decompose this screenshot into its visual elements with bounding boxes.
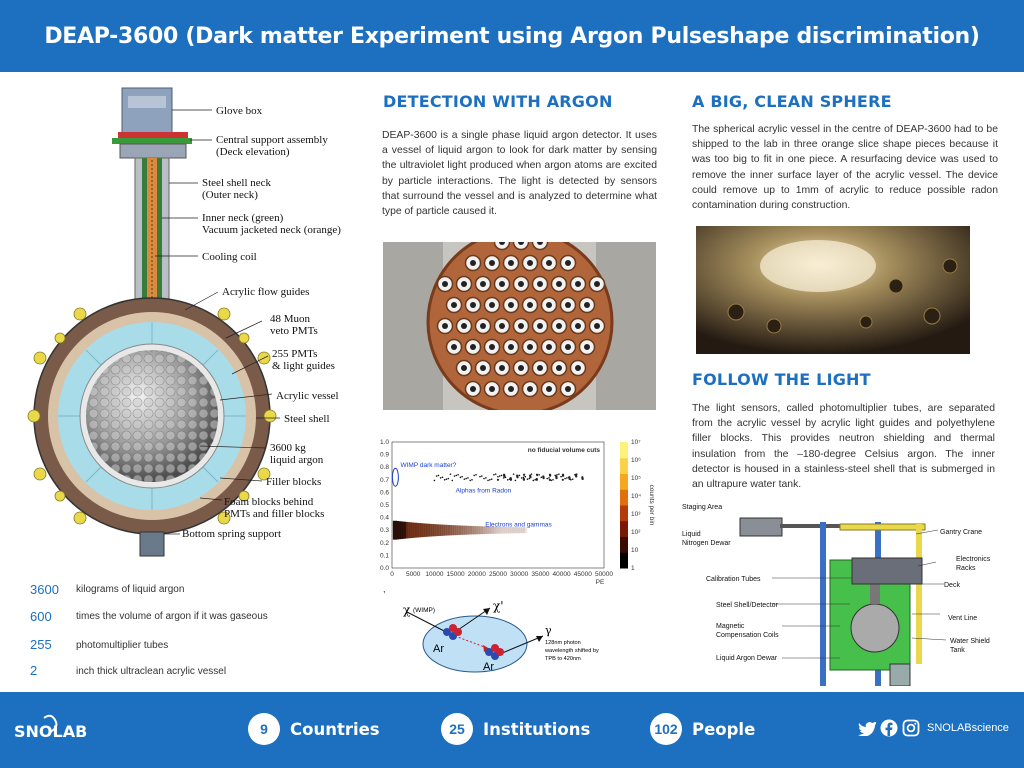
alpha-point <box>455 475 457 477</box>
alpha-point <box>454 475 456 477</box>
label-3600kg: 3600 kg <box>270 442 306 454</box>
pmt-center <box>480 281 486 287</box>
y-tick-label: 0.7 <box>379 476 389 484</box>
alpha-point <box>552 479 554 481</box>
alpha-point <box>560 476 562 478</box>
page-title: DEAP-3600 (Dark matter Experiment using Argon Pulseshape discrimination) <box>44 23 980 49</box>
twitter-icon[interactable] <box>858 720 876 736</box>
y-tick-label: 0.2 <box>379 539 389 547</box>
alpha-point <box>460 476 462 478</box>
pmt-center <box>499 365 505 371</box>
colorbar-segment <box>620 489 628 505</box>
alpha-point <box>467 477 469 479</box>
pmt-center <box>575 323 581 329</box>
label-vacuum-neck: Vacuum jacketed neck (orange) <box>202 224 341 236</box>
instagram-icon[interactable] <box>902 719 920 737</box>
colorbar-tick-label: 10² <box>631 529 641 536</box>
colorbar-tick-label: 1 <box>631 565 635 572</box>
label-muon-pmts: 48 Muon <box>270 313 311 325</box>
pmt-center <box>575 365 581 371</box>
y-tick-label: 0.0 <box>379 565 389 572</box>
alpha-point <box>533 480 535 482</box>
pmt-center <box>527 260 533 266</box>
alpha-point <box>446 478 448 480</box>
pmt-array-photo <box>383 242 656 410</box>
lab-label: Electronics <box>956 556 991 563</box>
alpha-point <box>555 475 557 477</box>
social-links <box>858 719 1009 737</box>
alpha-point <box>464 478 466 480</box>
lab-label: Gantry Crane <box>940 529 983 536</box>
alpha-point <box>566 477 568 479</box>
alpha-point <box>491 478 493 480</box>
x-tick-label: 25000 <box>488 571 508 578</box>
stat-text: times the volume of argon if it was gaseous <box>76 611 268 622</box>
colorbar-segment <box>620 505 628 521</box>
alpha-point <box>447 478 449 480</box>
label-filler-blocks: Filler blocks <box>266 476 322 488</box>
pmt-center <box>565 344 571 350</box>
alpha-point <box>536 474 538 476</box>
gamma-label: γ <box>545 624 552 637</box>
colorbar-tick-label: 10⁵ <box>631 475 641 482</box>
alpha-point <box>507 479 509 481</box>
pmt-center <box>546 386 552 392</box>
x-tick-label: 20000 <box>467 571 486 578</box>
alpha-point <box>562 479 564 481</box>
pmt-center <box>442 281 448 287</box>
stat-number: 600 <box>30 609 52 624</box>
chart-footnote: , <box>383 584 386 594</box>
colorbar-segment <box>620 552 628 568</box>
alpha-point <box>465 478 467 480</box>
alpha-point <box>575 474 577 476</box>
alpha-point <box>442 476 444 478</box>
pmt-center <box>480 323 486 329</box>
alpha-point <box>549 474 551 476</box>
pmt-center <box>470 344 476 350</box>
colorbar-tick-label: 10³ <box>631 511 641 518</box>
x-axis-label: PE <box>595 579 605 586</box>
pmt-center <box>508 302 514 308</box>
people-label: People <box>692 719 756 739</box>
colorbar-tick-label: 10⁴ <box>631 493 642 500</box>
people-stat <box>650 713 755 745</box>
institutions-stat <box>441 713 590 745</box>
alpha-point <box>549 479 551 481</box>
lab-label: Vent Line <box>948 615 978 622</box>
x-tick-label: 10000 <box>425 571 444 578</box>
pmt-center <box>470 302 476 308</box>
wimp-scatter-diagram <box>395 594 635 682</box>
pmt-center <box>565 302 571 308</box>
sphere-heading: A BIG, CLEAN SPHERE <box>692 92 892 111</box>
alpha-point <box>524 476 526 478</box>
countries-label: Countries <box>290 719 380 739</box>
alpha-point <box>581 476 583 478</box>
alpha-point <box>483 478 485 480</box>
lab-label: Tank <box>950 647 965 654</box>
colorbar-tick-label: 10⁷ <box>631 439 641 446</box>
label-steel-shell-neck: Steel shell neck <box>202 177 272 189</box>
pmt-center <box>518 323 524 329</box>
alpha-point <box>568 476 570 478</box>
lab-label: Liquid <box>682 531 701 538</box>
alpha-point <box>538 474 540 476</box>
pmt-center <box>546 302 552 308</box>
alpha-point <box>542 475 544 477</box>
pmt-center <box>451 302 457 308</box>
pmt-center <box>489 344 495 350</box>
pmt-center <box>594 323 600 329</box>
pmt-center <box>461 365 467 371</box>
label-bottom-spring: Bottom spring support <box>182 528 282 540</box>
detection-paragraph: DEAP-3600 is a single phase liquid argon detector. It uses a vessel of liquid argon to look for dark matter by sensing the ultraviolet light produced when argon atoms are excited by particle interactions. The light is detected by sensors that surround the vessel and is analyzed to determine what type of particle caused it. <box>382 130 657 218</box>
alpha-point <box>536 478 538 480</box>
pmt-center <box>584 302 590 308</box>
pmt-center <box>451 344 457 350</box>
countries-count: 9 <box>248 713 280 745</box>
pmt-center <box>508 344 514 350</box>
label-foam-blocks: Foam blocks behind <box>224 496 314 508</box>
label-outer-neck: (Outer neck) <box>202 189 258 201</box>
photon-note: wavelength shifted by <box>545 648 599 654</box>
y-tick-label: 0.5 <box>379 502 389 509</box>
alpha-point <box>556 474 558 476</box>
alpha-point <box>564 478 566 480</box>
lab-label: Staging Area <box>682 504 723 511</box>
lab-label: Magnetic <box>716 623 745 630</box>
alpha-point <box>497 479 499 481</box>
y-tick-label: 0.6 <box>379 489 389 497</box>
pmt-center <box>508 260 514 266</box>
label-glove-box: Glove box <box>216 105 263 117</box>
alpha-point <box>475 474 477 476</box>
light-heading: FOLLOW THE LIGHT <box>692 370 871 389</box>
x-tick-label: 50000 <box>594 571 614 578</box>
argon-label: Ar <box>483 661 494 673</box>
alpha-point <box>434 480 436 482</box>
alpha-point <box>572 478 574 480</box>
colorbar-label: counts per bin <box>648 484 655 526</box>
alpha-point <box>562 474 564 476</box>
facebook-icon[interactable] <box>880 719 898 737</box>
alpha-point <box>523 476 525 478</box>
label-acrylic-vessel: Acrylic vessel <box>276 390 339 402</box>
x-tick-label: 45000 <box>573 571 592 578</box>
pmt-center <box>489 260 495 266</box>
label-light-guides: & light guides <box>272 360 335 372</box>
pmt-center <box>480 365 486 371</box>
label-inner-neck: Inner neck (green) <box>202 212 284 224</box>
colorbar-segment <box>620 458 628 474</box>
label-cooling-coil: Cooling coil <box>202 251 257 263</box>
colorbar-tick-label: 10 <box>631 547 639 554</box>
pmt-center <box>546 344 552 350</box>
alpha-point <box>513 473 515 475</box>
alpha-point <box>541 476 543 478</box>
label-acrylic-flow-guides: Acrylic flow guides <box>222 286 310 298</box>
x-tick-label: 35000 <box>531 571 550 578</box>
pmt-center <box>470 260 476 266</box>
alpha-point <box>515 480 517 482</box>
y-tick-label: 0.9 <box>379 451 389 459</box>
alpha-point <box>523 474 525 476</box>
alpha-point <box>529 475 531 477</box>
label-steel-shell: Steel shell <box>284 413 330 425</box>
alpha-point <box>523 478 525 480</box>
stat-text: kilograms of liquid argon <box>76 584 185 595</box>
alpha-point <box>485 477 487 479</box>
lab-label: Racks <box>956 565 976 572</box>
social-handle[interactable]: SNOLABscience <box>927 722 1009 734</box>
label-deck-elevation: (Deck elevation) <box>216 146 290 158</box>
annotation-alphas: Alphas from Radon <box>455 487 512 495</box>
pmt-center <box>518 281 524 287</box>
wimp-label: (WIMP) <box>413 607 436 614</box>
y-tick-label: 0.1 <box>379 552 389 560</box>
alpha-point <box>444 479 446 481</box>
alpha-point <box>503 474 505 476</box>
stat-text: photomultiplier tubes <box>76 640 169 651</box>
x-tick-label: 0 <box>390 571 394 578</box>
alpha-point <box>479 476 481 478</box>
lab-label: Compensation Coils <box>716 632 779 639</box>
pmt-center <box>537 365 543 371</box>
pmt-center <box>565 386 571 392</box>
snolab-logo <box>14 712 88 748</box>
institutions-label: Institutions <box>483 719 591 739</box>
photon-note: TPB to 420nm <box>545 656 581 662</box>
pmt-center <box>489 302 495 308</box>
alpha-point <box>451 480 453 482</box>
alpha-point <box>548 477 550 479</box>
pmt-center <box>527 302 533 308</box>
pmt-center <box>546 260 552 266</box>
pmt-center <box>527 344 533 350</box>
pmt-center <box>518 365 524 371</box>
pmt-center <box>508 386 514 392</box>
pmt-center <box>584 344 590 350</box>
y-tick-label: 0.8 <box>379 464 389 472</box>
alpha-point <box>516 475 518 477</box>
x-tick-label: 40000 <box>552 571 571 578</box>
alpha-point <box>493 474 495 476</box>
pmt-center <box>499 281 505 287</box>
y-tick-label: 0.4 <box>379 514 389 522</box>
alpha-point <box>450 473 452 475</box>
pmt-center <box>537 323 543 329</box>
label-pmts-filler: PMTs and filler blocks <box>224 508 325 520</box>
pmt-center <box>461 323 467 329</box>
pmt-center <box>565 260 571 266</box>
label-veto-pmts: veto PMTs <box>270 325 318 337</box>
stat-number: 255 <box>30 637 52 652</box>
logo-text: SNOLAB <box>14 722 88 741</box>
detector-diagram <box>0 78 370 568</box>
pmt-center <box>442 323 448 329</box>
lab-label: Deck <box>944 582 960 589</box>
x-tick-label: 30000 <box>510 571 529 578</box>
colorbar-segment <box>620 537 628 553</box>
detection-heading: DETECTION WITH ARGON <box>383 92 613 111</box>
label-liquid-argon: liquid argon <box>270 454 324 466</box>
light-paragraph: The light sensors, called photomultiplier tubes, are separated from the acrylic vessel by acrylic light guides and polyethylene filler blocks. This provides neutron shielding and thermal insulation from the –180-degree Celsius argon. The inner detector is housed in a stainless-steel shell that is submerged in an ultrapure water tank. <box>692 403 995 491</box>
alpha-point <box>510 477 512 479</box>
alpha-point <box>519 475 521 477</box>
alpha-point <box>558 473 560 475</box>
pmt-center <box>575 281 581 287</box>
x-tick-label: 5000 <box>405 571 421 578</box>
argon-label: Ar <box>433 643 444 655</box>
alpha-point <box>457 474 459 476</box>
alpha-point <box>499 475 501 477</box>
label-central-support: Central support assembly <box>216 134 328 146</box>
alpha-point <box>473 475 475 477</box>
people-count: 102 <box>650 713 682 745</box>
annotation-electrons: Electrons and gammas <box>485 521 552 529</box>
pmt-center <box>594 281 600 287</box>
lab-label: Steel Shell/Detector <box>716 602 778 609</box>
alpha-point <box>481 475 483 477</box>
alpha-point <box>495 473 497 475</box>
label-255-pmts: 255 PMTs <box>272 348 318 360</box>
pmt-center <box>556 323 562 329</box>
plot-area <box>392 442 604 568</box>
chi-prime-label: χ' <box>493 599 504 613</box>
lab-label: Water Shield <box>950 638 990 645</box>
stat-text: inch thick ultraclean acrylic vessel <box>76 666 227 677</box>
lab-label: Liquid Argon Dewar <box>716 655 778 662</box>
alpha-point <box>531 473 533 475</box>
alpha-point <box>527 478 529 480</box>
photon-note: 128nm photon <box>545 640 581 646</box>
lab-label: Nitrogen Dewar <box>682 540 731 547</box>
colorbar-segment <box>620 474 628 490</box>
alpha-point <box>497 476 499 478</box>
y-tick-label: 0.3 <box>379 527 389 535</box>
alpha-point <box>521 477 523 479</box>
pmt-center <box>556 365 562 371</box>
chi-label: χ <box>403 603 411 617</box>
y-tick-label: 1.0 <box>379 439 389 446</box>
pmt-center <box>527 386 533 392</box>
colorbar-segment <box>620 442 628 458</box>
colorbar-segment <box>620 521 628 537</box>
stat-number: 3600 <box>30 582 59 597</box>
pmt-center <box>489 386 495 392</box>
sphere-paragraph: The spherical acrylic vessel in the centre of DEAP-3600 had to be shipped to the lab in three orange slice shape pieces because it was too big to fit in one piece. A resurfacing device was used to remove the inner surface layer of the acrylic vessel. The device could remove up to 1mm of acrylic to reduce possible radon contamination during construction. <box>692 124 998 212</box>
alpha-point <box>501 475 503 477</box>
pmt-center <box>556 281 562 287</box>
countries-stat <box>248 713 380 745</box>
vessel-interior-photo <box>696 226 970 354</box>
pmt-center <box>537 281 543 287</box>
title-banner <box>0 0 1024 72</box>
alpha-point <box>436 475 438 477</box>
lab-label: Calibration Tubes <box>706 576 761 583</box>
pmt-center <box>461 281 467 287</box>
institutions-count: 25 <box>441 713 473 745</box>
alpha-point <box>440 477 442 479</box>
alpha-point <box>438 475 440 477</box>
annotation-wimp: WIMP dark matter? <box>400 462 457 470</box>
alpha-point <box>487 480 489 482</box>
alpha-point <box>461 476 463 478</box>
stat-number: 2 <box>30 663 38 678</box>
pmt-center <box>499 323 505 329</box>
alpha-point <box>546 478 548 480</box>
pulse-shape-chart <box>372 436 662 586</box>
x-tick-label: 15000 <box>446 571 465 578</box>
alpha-point <box>489 479 491 481</box>
alpha-point <box>471 479 473 481</box>
alpha-point <box>469 480 471 482</box>
chart-title: no fiducial volume cuts <box>527 447 600 454</box>
pmt-center <box>470 386 476 392</box>
colorbar-tick-label: 10⁶ <box>631 457 641 464</box>
